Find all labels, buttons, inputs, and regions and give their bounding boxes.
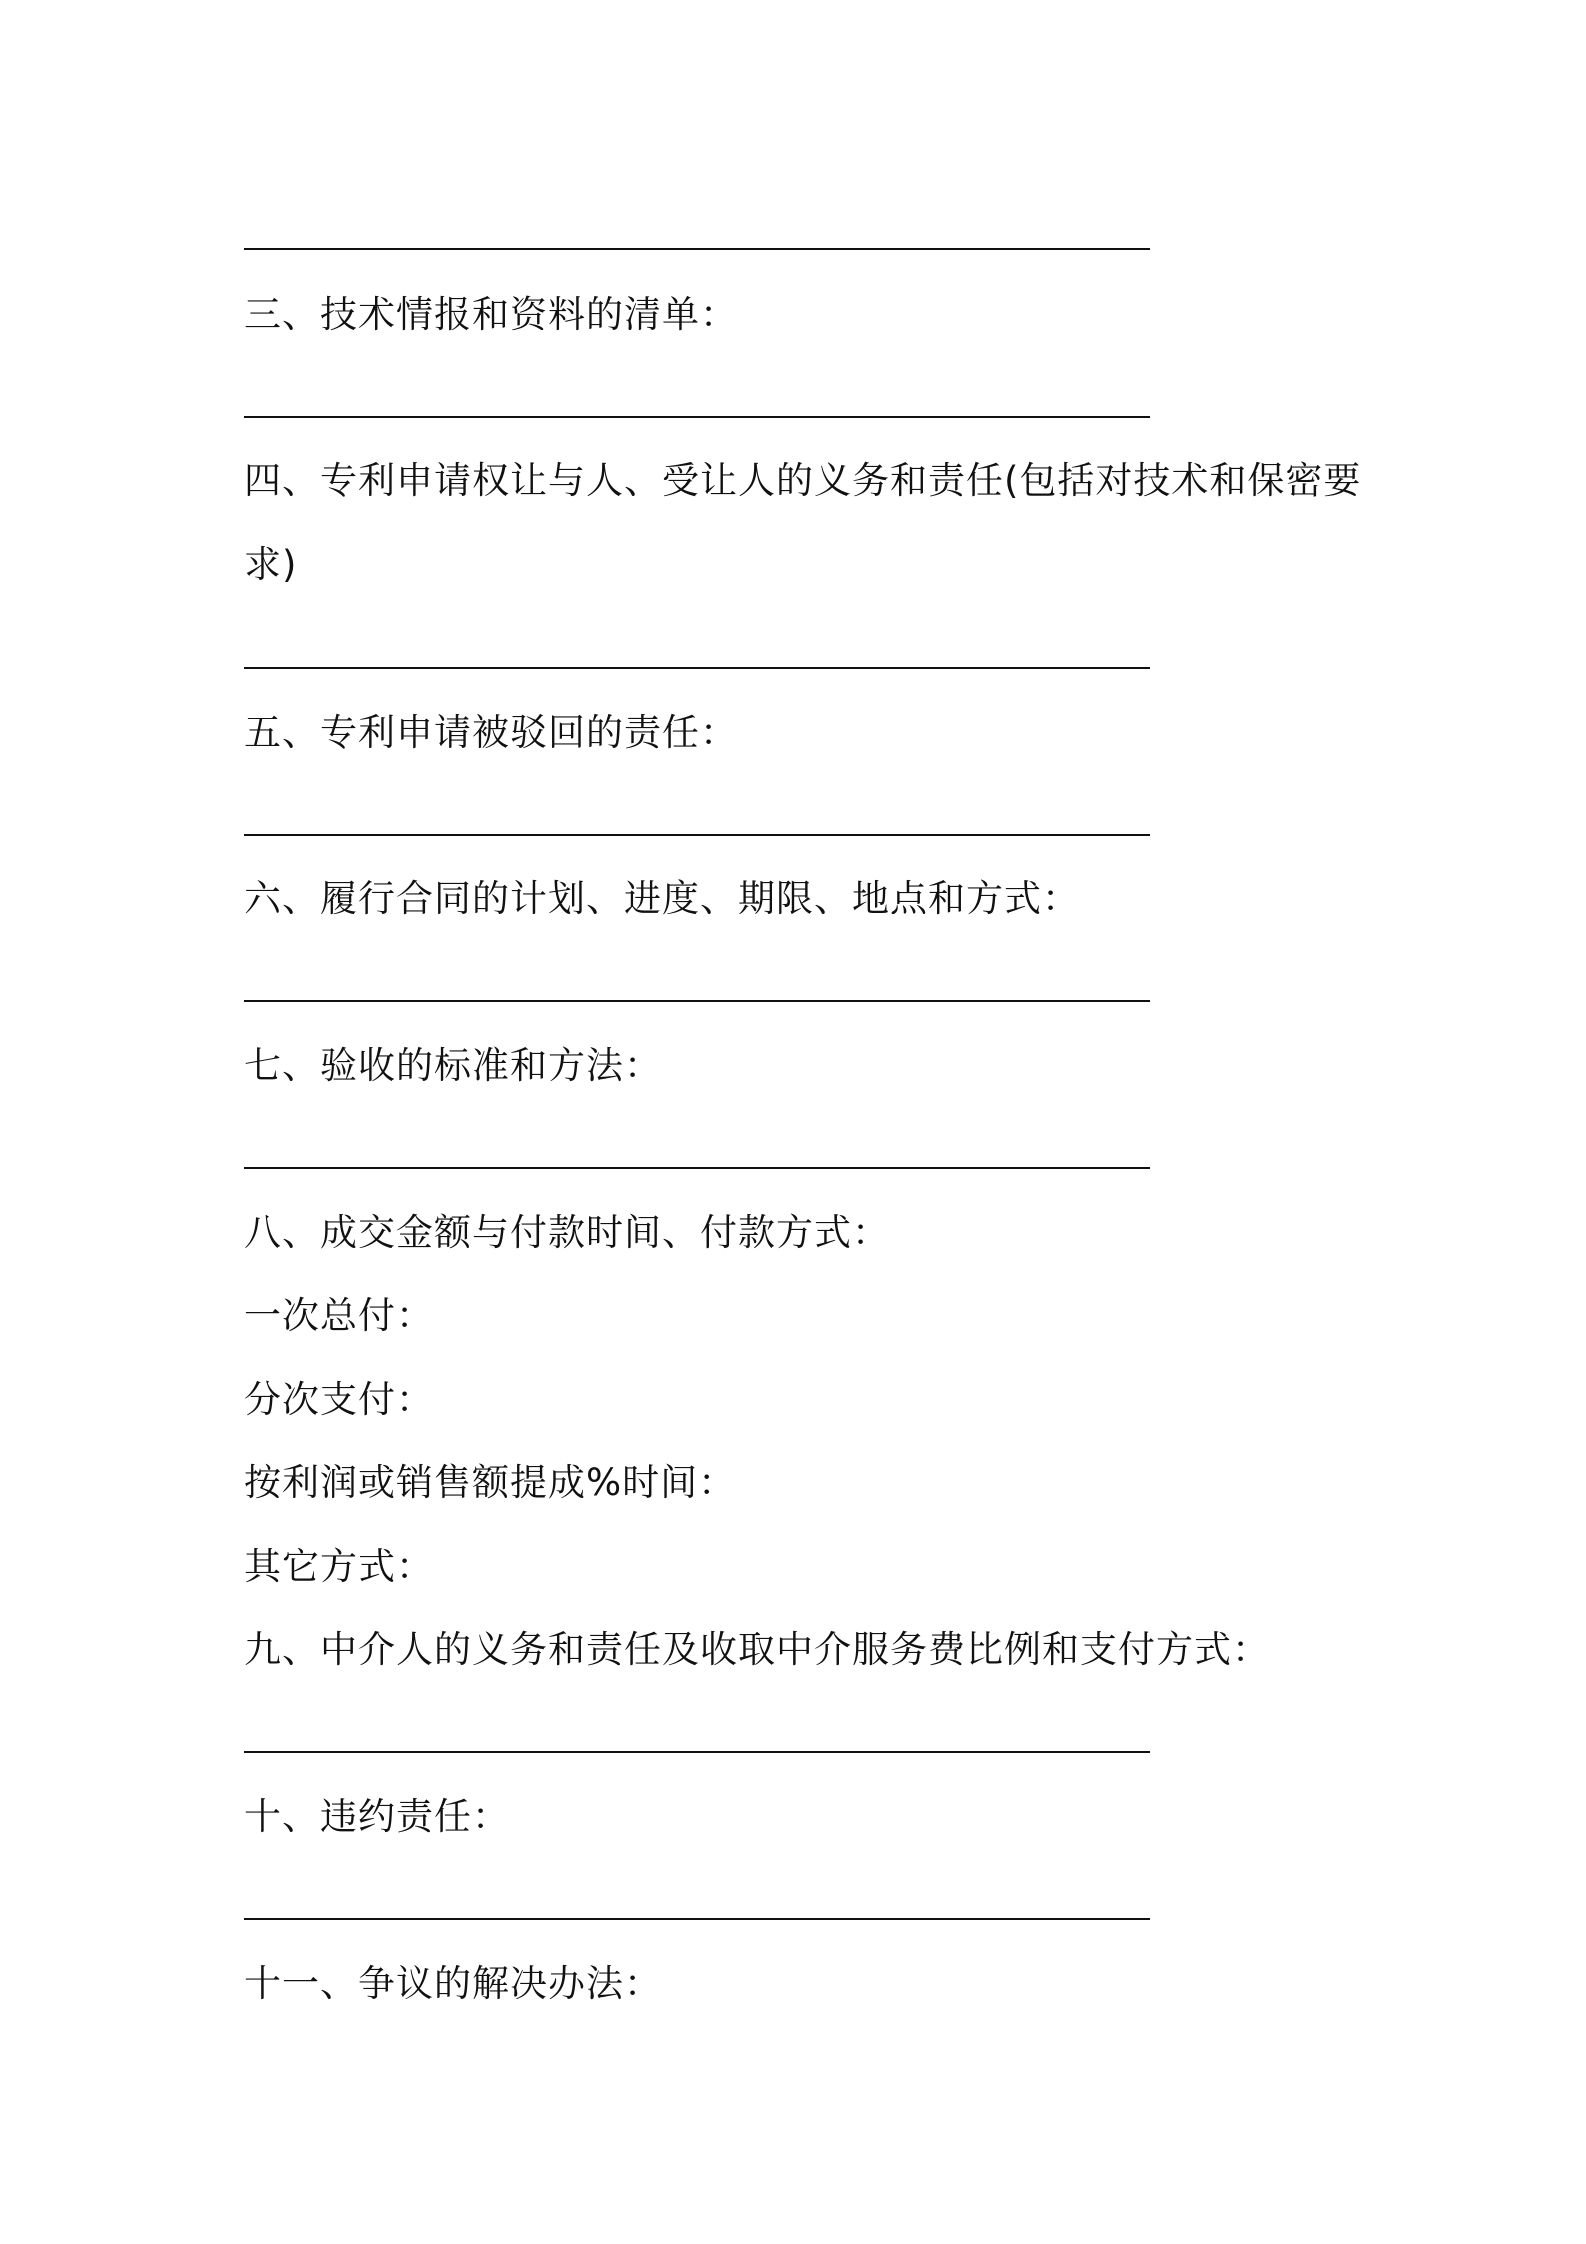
section-11-heading: 十一、争议的解决办法： — [244, 1962, 662, 2005]
section-4-heading: 四、专利申请权让与人、受让人的义务和责任(包括对技术和保密要 — [244, 459, 1362, 502]
payment-installments: 分次支付： — [244, 1378, 434, 1421]
section-10-heading: 十、违约责任： — [244, 1795, 510, 1838]
blank-line — [244, 1167, 1150, 1169]
payment-other: 其它方式： — [244, 1545, 434, 1588]
blank-line — [244, 416, 1150, 418]
section-9-heading: 九、中介人的义务和责任及收取中介服务费比例和支付方式： — [244, 1628, 1270, 1671]
section-3-heading: 三、技术情报和资料的清单： — [244, 293, 738, 336]
section-7-heading: 七、验收的标准和方法： — [244, 1044, 662, 1087]
payment-lump-sum: 一次总付： — [244, 1294, 434, 1337]
section-5-heading: 五、专利申请被驳回的责任： — [244, 711, 738, 754]
blank-line — [244, 248, 1150, 250]
blank-line — [244, 1751, 1150, 1753]
section-8-heading: 八、成交金额与付款时间、付款方式： — [244, 1211, 890, 1254]
blank-line — [244, 1000, 1150, 1002]
payment-royalty: 按利润或销售额提成%时间： — [244, 1461, 737, 1504]
section-4-heading-continued: 求) — [244, 543, 298, 586]
blank-line — [244, 667, 1150, 669]
blank-line — [244, 834, 1150, 836]
section-6-heading: 六、履行合同的计划、进度、期限、地点和方式： — [244, 877, 1080, 920]
blank-line — [244, 1918, 1150, 1920]
